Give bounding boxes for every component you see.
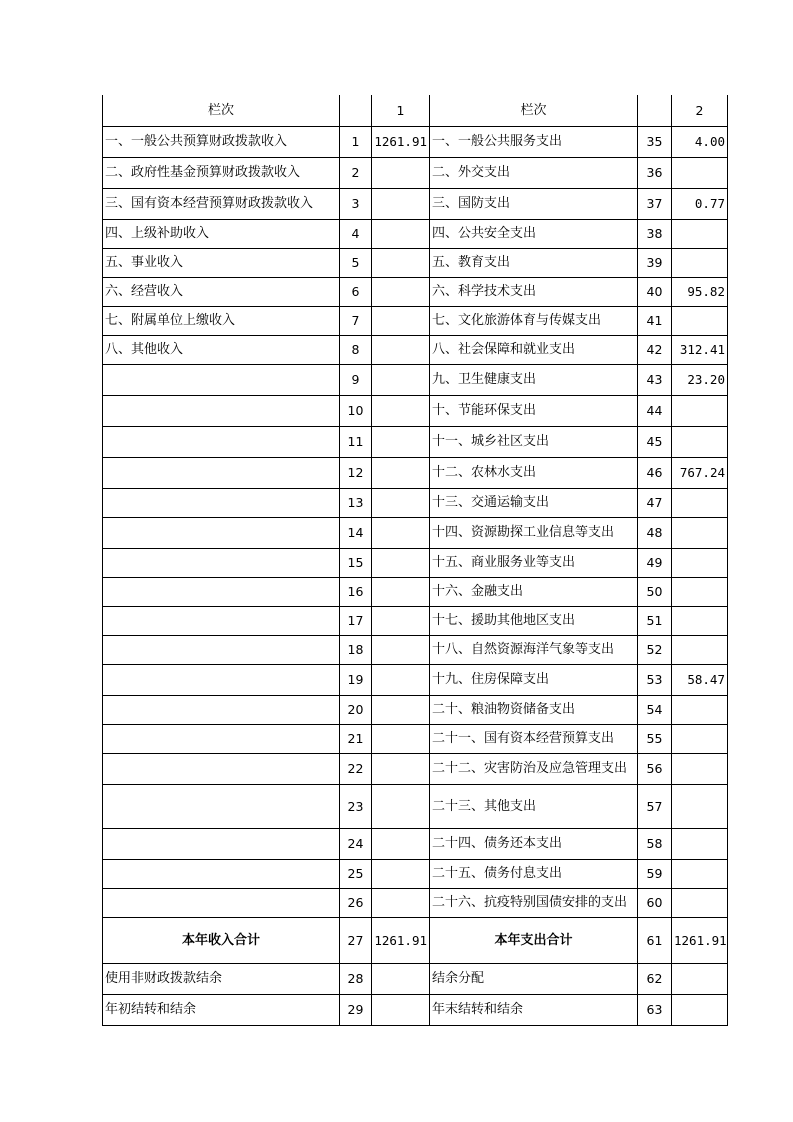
- income-row-no: 5: [340, 248, 372, 277]
- income-item: [103, 517, 340, 548]
- table-row: [103, 157, 728, 188]
- expense-item: 二十二、灾害防治及应急管理支出: [430, 753, 638, 784]
- income-item: [103, 548, 340, 577]
- expense-row-no: 54: [638, 695, 672, 724]
- income-row-no: 3: [340, 188, 372, 219]
- table-row: [103, 695, 728, 724]
- expense-amount: [672, 517, 728, 548]
- income-item: 四、上级补助收入: [103, 219, 340, 248]
- income-amount: [372, 219, 430, 248]
- income-amount: [372, 888, 430, 917]
- expense-item: 十二、农林水支出: [430, 457, 638, 488]
- expense-amount: [672, 395, 728, 426]
- expense-item: 十七、援助其他地区支出: [430, 606, 638, 635]
- income-amount: [372, 457, 430, 488]
- income-item: 使用非财政拨款结余: [103, 963, 340, 994]
- table-row: [103, 577, 728, 606]
- table-row: [103, 784, 728, 828]
- income-row-no: 12: [340, 457, 372, 488]
- expense-item: 本年支出合计: [430, 917, 638, 963]
- expense-row-no: 39: [638, 248, 672, 277]
- table-row: [103, 963, 728, 994]
- income-row-no: 10: [340, 395, 372, 426]
- income-item: 本年收入合计: [103, 917, 340, 963]
- expense-amount: [672, 219, 728, 248]
- expense-amount: [672, 724, 728, 753]
- income-row-no: 11: [340, 426, 372, 457]
- expense-item: 一、一般公共服务支出: [430, 126, 638, 157]
- income-row-no: 25: [340, 859, 372, 888]
- income-item: [103, 784, 340, 828]
- expense-amount: [672, 994, 728, 1025]
- income-item: [103, 724, 340, 753]
- expense-item: 六、科学技术支出: [430, 277, 638, 306]
- expense-item: 二十一、国有资本经营预算支出: [430, 724, 638, 753]
- expense-item: 十四、资源勘探工业信息等支出: [430, 517, 638, 548]
- expense-row-no: 62: [638, 963, 672, 994]
- expense-amount: [672, 606, 728, 635]
- income-item: [103, 488, 340, 517]
- expense-amount: [672, 859, 728, 888]
- table-row: [103, 277, 728, 306]
- expense-item: 八、社会保障和就业支出: [430, 335, 638, 364]
- income-row-no: 1: [340, 126, 372, 157]
- expense-row-no: 44: [638, 395, 672, 426]
- expense-row-no: 35: [638, 126, 672, 157]
- table-row: [103, 635, 728, 664]
- budget-table: [102, 95, 728, 1026]
- income-amount: [372, 188, 430, 219]
- expense-item: 二、外交支出: [430, 157, 638, 188]
- expense-amount: [672, 635, 728, 664]
- income-amount: [372, 994, 430, 1025]
- table-row: [103, 517, 728, 548]
- expense-row-no: 38: [638, 219, 672, 248]
- income-row-no: 15: [340, 548, 372, 577]
- income-amount: 1261.91: [372, 917, 430, 963]
- income-amount: [372, 963, 430, 994]
- expense-row-no: 61: [638, 917, 672, 963]
- expense-item: 十一、城乡社区支出: [430, 426, 638, 457]
- income-item: [103, 577, 340, 606]
- income-amount: [372, 724, 430, 753]
- income-row-no: 7: [340, 306, 372, 335]
- income-amount: [372, 753, 430, 784]
- expense-item: 十五、商业服务业等支出: [430, 548, 638, 577]
- table-row: [103, 994, 728, 1025]
- income-amount: [372, 488, 430, 517]
- expense-item: 二十三、其他支出: [430, 784, 638, 828]
- expense-header-col-no: 2: [672, 95, 728, 126]
- income-amount: [372, 517, 430, 548]
- table-row: [103, 664, 728, 695]
- income-amount: [372, 395, 430, 426]
- expense-amount: 58.47: [672, 664, 728, 695]
- expense-amount: 1261.91: [672, 917, 728, 963]
- expense-amount: [672, 548, 728, 577]
- income-row-no: 13: [340, 488, 372, 517]
- income-item: [103, 888, 340, 917]
- income-row-no: 16: [340, 577, 372, 606]
- expense-item: 二十四、债务还本支出: [430, 828, 638, 859]
- income-amount: [372, 426, 430, 457]
- expense-amount: [672, 695, 728, 724]
- income-item: 二、政府性基金预算财政拨款收入: [103, 157, 340, 188]
- income-row-no: 17: [340, 606, 372, 635]
- expense-item: 二十五、债务付息支出: [430, 859, 638, 888]
- income-row-no: 18: [340, 635, 372, 664]
- income-row-no: 27: [340, 917, 372, 963]
- expense-amount: [672, 306, 728, 335]
- table-row: [103, 426, 728, 457]
- income-amount: [372, 828, 430, 859]
- income-item: [103, 606, 340, 635]
- income-row-no: 22: [340, 753, 372, 784]
- expense-item: 五、教育支出: [430, 248, 638, 277]
- totals-row: [103, 917, 728, 963]
- expense-row-no: 59: [638, 859, 672, 888]
- income-row-no: 14: [340, 517, 372, 548]
- income-row-no: 6: [340, 277, 372, 306]
- income-row-no: 23: [340, 784, 372, 828]
- expense-row-no: 46: [638, 457, 672, 488]
- income-amount: [372, 335, 430, 364]
- expense-header-no: [638, 95, 672, 126]
- expense-item: 二十六、抗疫特别国债安排的支出: [430, 888, 638, 917]
- expense-row-no: 50: [638, 577, 672, 606]
- income-amount: [372, 635, 430, 664]
- income-row-no: 24: [340, 828, 372, 859]
- income-item: 三、国有资本经营预算财政拨款收入: [103, 188, 340, 219]
- expense-row-no: 48: [638, 517, 672, 548]
- expense-row-no: 56: [638, 753, 672, 784]
- expense-item: 四、公共安全支出: [430, 219, 638, 248]
- table-row: [103, 888, 728, 917]
- income-row-no: 29: [340, 994, 372, 1025]
- income-amount: [372, 548, 430, 577]
- expense-amount: [672, 963, 728, 994]
- income-amount: [372, 157, 430, 188]
- expense-item: 结余分配: [430, 963, 638, 994]
- expense-item: 九、卫生健康支出: [430, 364, 638, 395]
- income-row-no: 28: [340, 963, 372, 994]
- table-row: [103, 364, 728, 395]
- expense-amount: [672, 248, 728, 277]
- income-item: [103, 753, 340, 784]
- expense-amount: 23.20: [672, 364, 728, 395]
- income-item: [103, 635, 340, 664]
- income-amount: [372, 784, 430, 828]
- expense-row-no: 36: [638, 157, 672, 188]
- income-amount: [372, 248, 430, 277]
- expense-amount: 0.77: [672, 188, 728, 219]
- table-row: [103, 753, 728, 784]
- table-row: [103, 724, 728, 753]
- income-item: 八、其他收入: [103, 335, 340, 364]
- table-row: [103, 457, 728, 488]
- expense-item: 十、节能环保支出: [430, 395, 638, 426]
- income-item: [103, 695, 340, 724]
- expense-amount: 95.82: [672, 277, 728, 306]
- expense-row-no: 45: [638, 426, 672, 457]
- header-row: [103, 95, 728, 126]
- income-item: [103, 364, 340, 395]
- expense-row-no: 60: [638, 888, 672, 917]
- income-item: [103, 457, 340, 488]
- income-amount: [372, 306, 430, 335]
- table-row: [103, 219, 728, 248]
- income-row-no: 8: [340, 335, 372, 364]
- income-amount: [372, 695, 430, 724]
- income-item: 五、事业收入: [103, 248, 340, 277]
- income-row-no: 21: [340, 724, 372, 753]
- table-row: [103, 335, 728, 364]
- income-header-label: 栏次: [103, 95, 340, 126]
- expense-row-no: 49: [638, 548, 672, 577]
- expense-item: 三、国防支出: [430, 188, 638, 219]
- income-row-no: 19: [340, 664, 372, 695]
- table-row: [103, 188, 728, 219]
- table-row: [103, 859, 728, 888]
- expense-item: 二十、粮油物资储备支出: [430, 695, 638, 724]
- income-item: [103, 395, 340, 426]
- expense-amount: [672, 828, 728, 859]
- income-amount: [372, 664, 430, 695]
- expense-amount: [672, 577, 728, 606]
- expense-header-label: 栏次: [430, 95, 638, 126]
- income-amount: [372, 577, 430, 606]
- table-row: [103, 126, 728, 157]
- expense-row-no: 55: [638, 724, 672, 753]
- expense-amount: [672, 784, 728, 828]
- expense-row-no: 52: [638, 635, 672, 664]
- expense-row-no: 42: [638, 335, 672, 364]
- expense-row-no: 47: [638, 488, 672, 517]
- income-amount: [372, 606, 430, 635]
- expense-row-no: 41: [638, 306, 672, 335]
- income-item: [103, 664, 340, 695]
- income-row-no: 26: [340, 888, 372, 917]
- table-row: [103, 488, 728, 517]
- expense-row-no: 53: [638, 664, 672, 695]
- expense-row-no: 58: [638, 828, 672, 859]
- income-item: [103, 426, 340, 457]
- expense-row-no: 63: [638, 994, 672, 1025]
- expense-item: 七、文化旅游体育与传媒支出: [430, 306, 638, 335]
- income-item: [103, 859, 340, 888]
- table-row: [103, 606, 728, 635]
- expense-row-no: 43: [638, 364, 672, 395]
- income-header-no: [340, 95, 372, 126]
- expense-item: 十八、自然资源海洋气象等支出: [430, 635, 638, 664]
- expense-row-no: 37: [638, 188, 672, 219]
- table-row: [103, 548, 728, 577]
- expense-amount: 4.00: [672, 126, 728, 157]
- expense-amount: [672, 753, 728, 784]
- income-row-no: 20: [340, 695, 372, 724]
- income-header-col-no: 1: [372, 95, 430, 126]
- income-item: 七、附属单位上缴收入: [103, 306, 340, 335]
- expense-item: 年末结转和结余: [430, 994, 638, 1025]
- expense-amount: 767.24: [672, 457, 728, 488]
- income-item: 六、经营收入: [103, 277, 340, 306]
- expense-row-no: 51: [638, 606, 672, 635]
- income-item: [103, 828, 340, 859]
- expense-amount: 312.41: [672, 335, 728, 364]
- income-amount: [372, 859, 430, 888]
- income-amount: 1261.91: [372, 126, 430, 157]
- income-row-no: 4: [340, 219, 372, 248]
- expense-amount: [672, 426, 728, 457]
- expense-amount: [672, 157, 728, 188]
- income-item: 年初结转和结余: [103, 994, 340, 1025]
- table-row: [103, 395, 728, 426]
- table-row: [103, 306, 728, 335]
- expense-item: 十三、交通运输支出: [430, 488, 638, 517]
- income-row-no: 9: [340, 364, 372, 395]
- income-row-no: 2: [340, 157, 372, 188]
- expense-amount: [672, 888, 728, 917]
- expense-amount: [672, 488, 728, 517]
- expense-row-no: 40: [638, 277, 672, 306]
- table-row: [103, 828, 728, 859]
- expense-row-no: 57: [638, 784, 672, 828]
- income-amount: [372, 364, 430, 395]
- table-row: [103, 248, 728, 277]
- income-amount: [372, 277, 430, 306]
- expense-item: 十九、住房保障支出: [430, 664, 638, 695]
- expense-item: 十六、金融支出: [430, 577, 638, 606]
- income-item: 一、一般公共预算财政拨款收入: [103, 126, 340, 157]
